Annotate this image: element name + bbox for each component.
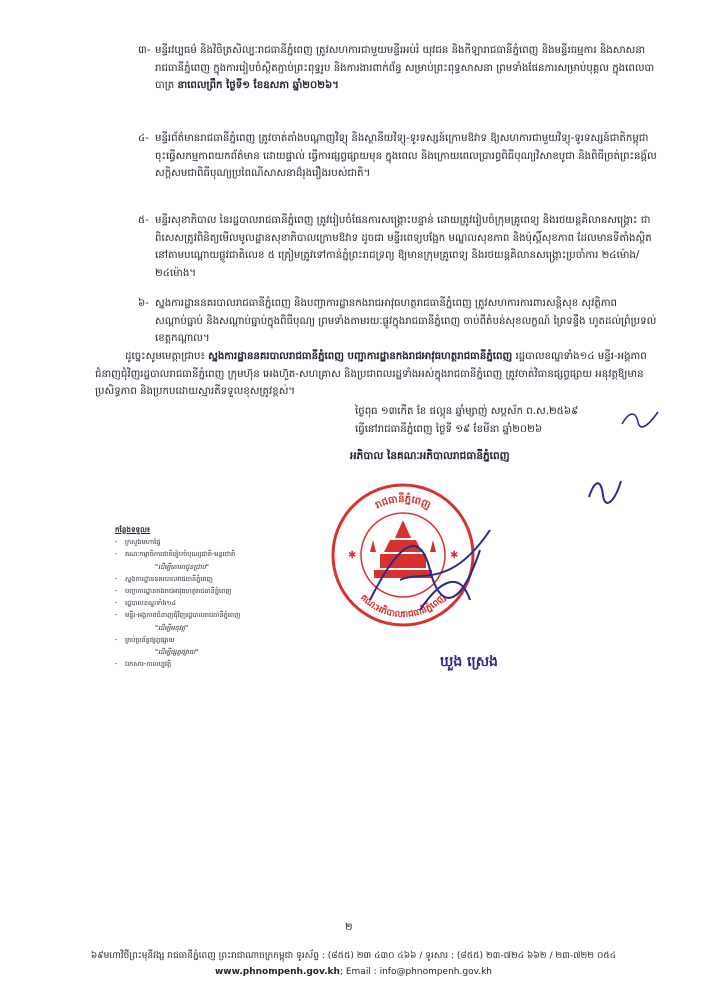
list-item: - មន្ទីរ-អង្គភាពជំនាញជុំវិញរដ្ឋបាលរាជធានីភ្នំពេញ — [115, 609, 345, 621]
stamp-bottom-text: គណៈអភិបាលរាជធានីភ្នំពេញ — [358, 592, 449, 621]
paragraph-4: មន្ទីរព័ត៌មានរាជធានីភ្នំពេញ ត្រូវចាត់តាំងបណ្តាញវិទ្យុ និងស្ថានីយវិទ្យុ-ទូរទស្សន៍ក្រោមឱវាទ ឱ្យសហការជាមួយវិទ្យុ-ទូរទស្សន៍ជាតិកម្ពុជា ចុះធ្វើសកម្មភាពយកព័ត៌មាន ដោយផ្ទាល់ ធ្វើការផ្សព្វផ្សាយមុន ក្នុងពេល និងក្រោយពេលប្រារព្ធពិធីបុណ្យវិសាខបូជា និងពិធីច្រត់ព្រះនង្គ័ល សក្តិសមជាពិធីបុណ្យប្រពៃណីសាសនាដ៏រុងរឿងរបស់ជាតិ។ — [155, 133, 657, 179]
svg-text:✱: ✱ — [450, 550, 459, 561]
solar-date: ធ្វើនៅរាជធានីភ្នំពេញ ថ្ងៃទី ១៩ ខែមីនា ឆ្នាំ២០២៦ — [355, 424, 543, 435]
paragraph-3 — [155, 42, 660, 95]
list-item-note: "ដើម្បីអនុវត្ត" — [155, 623, 189, 632]
list-item: - គណៈកម្មាធិការជាតិរៀបចំបុណ្យជាតិ-អន្តរជាតិ — [115, 548, 345, 560]
signatory-name: ឃួង ស្រេង — [440, 654, 498, 670]
paragraph-number: ៤- — [138, 133, 149, 144]
closing-highlight: ស្នងការដ្ឋាននគរបាលរាជធានីភ្នំពេញ បញ្ជាការដ្ឋានកងរាជអាវុធហត្ថរាជធានីភ្នំពេញ — [208, 351, 513, 362]
signature-icon — [360, 510, 500, 630]
paragraph-number: ៥- — [138, 215, 149, 226]
paragraph-text: មន្ទីរវប្បធម៌ និងវិចិត្រសិល្បៈរាជធានីភ្នំពេញ ត្រូវសហការជាមួយមន្ទីរអប់រំ យុវជន និងកីឡារាជធានីភ្នំពេញ និងមន្ទីរធម្មការ និងសាសនារាជធានីភ្នំពេញ ក្នុងការរៀបចំស្ថិតភ្ជាប់ព្រះពុទ្ធរូប និងការងារពាក់ព័ន្ធ សម្រាប់ព្រះពុទ្ធសាសនា ព្រមទាំងផែនការសម្រាប់បុគ្គល ក្នុងពេលបាបាត្រ — [155, 45, 655, 91]
lunar-date: ថ្ងៃពុធ ១៣កើត ខែ ផល្គុន ឆ្នាំម្សាញ់ សប្តស័ក ព.ស.២៥៦៩ — [355, 406, 579, 417]
footer-email[interactable]: ; Email : info@phnompenh.gov.kh — [339, 967, 492, 977]
paragraph-number: ៦- — [138, 298, 149, 309]
list-item: - ស្នងការដ្ឋាននគរបាលរាជធានីភ្នំពេញ — [115, 573, 345, 585]
svg-text:✱: ✱ — [348, 550, 357, 561]
initial-icon — [585, 475, 625, 505]
closing-text-before: ដូច្នេះសូមមេត្តាជ្រាប៖ — [125, 351, 209, 362]
closing-text-after: រដ្ឋបាលខណ្ឌទាំង១៤ មន្ទីរ-អង្គភាពជំនាញជុំវិញរដ្ឋបាលរាជធានីភ្នំពេញ ក្រុមហ៊ុន អេងហ៊ួត-សហគ្រាស និងប្រជាពលរដ្ឋទាំងអស់ក្នុងរាជធានីភ្នំពេញ ត្រូវចាត់វិធានផ្សព្វផ្សាយ អនុវត្តឱ្យមានប្រសិទ្ធភាព និងប្រកបដោយស្មារតីទទួលខុសត្រូវខ្ពស់។ — [95, 351, 647, 397]
list-item: - ក្រសួងមហាផ្ទៃ — [115, 536, 345, 548]
closing-paragraph — [95, 348, 665, 401]
paragraph-5: មន្ទីរសុខាភិបាល នៃរដ្ឋបាលរាជធានីភ្នំពេញ ត្រូវរៀបចំផែនការសង្គ្រោះបន្ទាន់ ដោយត្រូវរៀបចំក្រុមគ្រូពេទ្យ និងរថយន្តគិលានសង្គ្រោះ ជាពិសេសត្រូវពិនិត្យមើលមូលដ្ឋានសុខាភិបាលក្រោមឱវាទ ដូចជា មន្ទីរពេទ្យបង្អែក មណ្ឌលសុខភាព និងប៉ុស្តិ៍សុខភាព ដែលមានទីតាំងស្ថិតនៅតាមបណ្តោយផ្លូវជាតិលេខ ៥ ត្រៀមត្រូវទៅកាន់ភ្នំព្រះរាជទ្រព្យ ឱ្យមានក្រុមគ្រូពេទ្យ និងរថយន្តគិលានសង្គ្រោះប្រចាំការ ២៤ម៉ោង/២៤ម៉ោង។ — [155, 215, 652, 279]
list-item: - គ្រប់ប្រព័ន្ធផ្សព្វផ្សាយ — [115, 634, 345, 646]
footer-website[interactable]: www.phnompenh.gov.kh — [214, 967, 340, 977]
footer-address: ៦៩មហាវិថីព្រះមុនីវង្ស រាជធានីភ្នំពេញ ព្រះរាជាណាចក្រកម្ពុជា ទូរស័ព្ទ : (៨៥៥) ២៣ ៤៣០ ៤៦៦ / ទូរសារ : (៨៥៥) ២៣-៧២៤ ៦៦២ / ២៣-៧២២ ០៥៤ — [90, 951, 617, 961]
list-item-note: "ដើម្បីគោរពជូនជ្រាប" — [155, 562, 209, 571]
paragraph-highlight: នាពេលព្រឹក ថ្ងៃទី១ ខែឧសភា ឆ្នាំ២០២៦។ — [177, 80, 339, 91]
date-block — [355, 403, 665, 439]
paragraph-number: ៣- — [138, 45, 151, 56]
list-item: - ឯកសារ-កាលប្បវត្តិ — [115, 658, 345, 670]
initial-icon — [620, 408, 660, 430]
paragraph-6: ស្នងការដ្ឋាននគរបាលរាជធានីភ្នំពេញ និងបញ្ជាការដ្ឋានកងរាជអាវុធហត្ថរាជធានីភ្នំពេញ ត្រូវសហការការពារសន្តិសុខ សុវត្ថិភាព សណ្តាប់ធ្នាប់ និងសណ្តាប់ធ្នាប់ក្នុងពិធីបុណ្យ ព្រមទាំងតាមរយៈផ្លូវក្នុងរាជធានីភ្នំពេញ ចាប់ពីតំបន់សុខលក្ខណ៍ ព្រៃទន្ទឹង ហូតដល់ព្រំប្រទល់ខេត្តកណ្តាល។ — [155, 298, 657, 344]
distribution-list — [115, 524, 345, 670]
stamp-top-text: រាជធានីភ្នំពេញ — [373, 493, 433, 512]
svg-text:រាជធានីភ្នំពេញ — [374, 492, 433, 511]
signatory-title: អភិបាល នៃគណៈអភិបាលរាជធានីភ្នំពេញ — [350, 450, 510, 462]
list-item: - រដ្ឋបាលខណ្ឌទាំង១៤ — [115, 597, 345, 609]
footer — [40, 948, 667, 980]
page-number: ២ — [345, 922, 353, 933]
list-item-note: "ដើម្បីផ្សព្វផ្សាយ" — [155, 648, 199, 657]
list-item: - បញ្ជាការដ្ឋានកងរាជអាវុធហត្ថរាជធានីភ្នំពេញ — [115, 585, 345, 597]
distribution-title: កន្លែងទទួល៖ — [115, 525, 151, 534]
